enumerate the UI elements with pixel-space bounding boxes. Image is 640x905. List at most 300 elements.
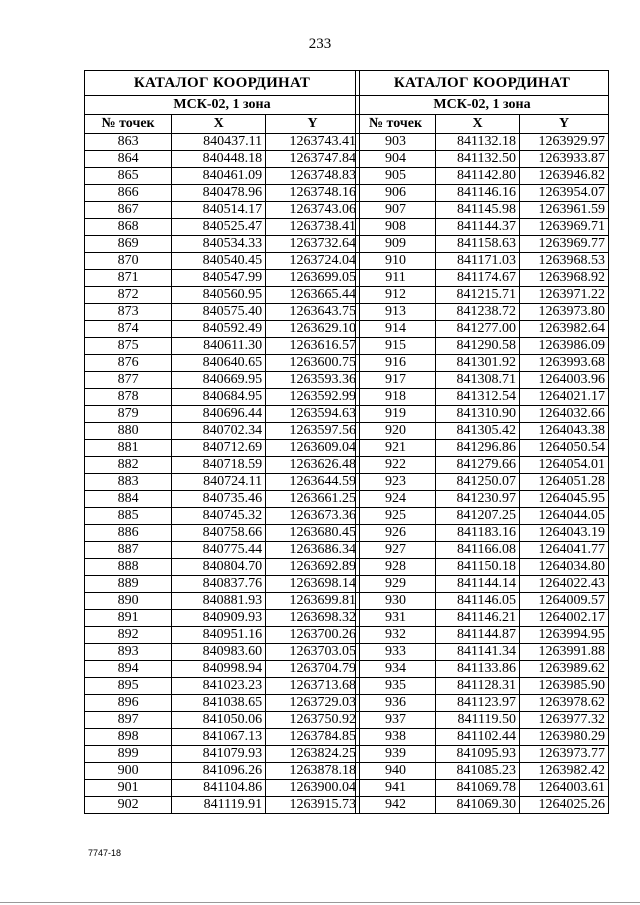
x-coordinate-cell: 841132.50 xyxy=(436,151,520,168)
x-coordinate-cell: 840534.33 xyxy=(172,236,266,253)
table-row xyxy=(356,797,609,814)
table-row xyxy=(85,440,360,457)
table-row xyxy=(85,236,360,253)
table-row xyxy=(85,661,360,678)
table-row xyxy=(356,576,609,593)
point-number-cell: 870 xyxy=(85,253,172,270)
y-coordinate-cell: 1264022.43 xyxy=(520,576,609,593)
point-number-cell: 877 xyxy=(85,372,172,389)
catalog-title: КАТАЛОГ КООРДИНАТ xyxy=(85,71,360,96)
table-row xyxy=(85,168,360,185)
point-number-cell: 908 xyxy=(356,219,436,236)
y-coordinate-cell: 1264021.17 xyxy=(520,389,609,406)
x-coordinate-cell: 841142.80 xyxy=(436,168,520,185)
y-coordinate-cell: 1263929.97 xyxy=(520,134,609,151)
point-number-cell: 901 xyxy=(85,780,172,797)
point-number-cell: 886 xyxy=(85,525,172,542)
y-coordinate-cell: 1263994.95 xyxy=(520,627,609,644)
x-coordinate-cell: 841308.71 xyxy=(436,372,520,389)
point-number-cell: 905 xyxy=(356,168,436,185)
y-coordinate-cell: 1264002.17 xyxy=(520,610,609,627)
point-number-cell: 922 xyxy=(356,457,436,474)
x-coordinate-cell: 840684.95 xyxy=(172,389,266,406)
point-number-cell: 930 xyxy=(356,593,436,610)
table-row xyxy=(85,610,360,627)
x-coordinate-cell: 841183.16 xyxy=(436,525,520,542)
y-coordinate-cell: 1263978.62 xyxy=(520,695,609,712)
point-number-cell: 903 xyxy=(356,134,436,151)
bottom-divider xyxy=(0,902,640,903)
x-coordinate-cell: 841215.71 xyxy=(436,287,520,304)
column-header-point: № точек xyxy=(85,115,172,134)
y-coordinate-cell: 1263616.57 xyxy=(266,338,360,355)
point-number-cell: 897 xyxy=(85,712,172,729)
x-coordinate-cell: 841301.92 xyxy=(436,355,520,372)
x-coordinate-cell: 841104.86 xyxy=(172,780,266,797)
table-row xyxy=(356,338,609,355)
x-coordinate-cell: 840745.32 xyxy=(172,508,266,525)
table-row xyxy=(356,508,609,525)
point-number-cell: 874 xyxy=(85,321,172,338)
y-coordinate-cell: 1263915.73 xyxy=(266,797,360,814)
x-coordinate-cell: 840514.17 xyxy=(172,202,266,219)
y-coordinate-cell: 1263969.71 xyxy=(520,219,609,236)
table-row xyxy=(356,746,609,763)
table-row xyxy=(356,457,609,474)
point-number-cell: 912 xyxy=(356,287,436,304)
x-coordinate-cell: 841102.44 xyxy=(436,729,520,746)
table-row xyxy=(356,474,609,491)
y-coordinate-cell: 1264003.96 xyxy=(520,372,609,389)
y-coordinate-cell: 1264032.66 xyxy=(520,406,609,423)
point-number-cell: 940 xyxy=(356,763,436,780)
x-coordinate-cell: 841096.26 xyxy=(172,763,266,780)
y-coordinate-cell: 1263977.32 xyxy=(520,712,609,729)
table-row xyxy=(85,321,360,338)
x-coordinate-cell: 840983.60 xyxy=(172,644,266,661)
table-row xyxy=(356,491,609,508)
table-row xyxy=(85,729,360,746)
point-number-cell: 894 xyxy=(85,661,172,678)
point-number-cell: 878 xyxy=(85,389,172,406)
y-coordinate-cell: 1263661.25 xyxy=(266,491,360,508)
point-number-cell: 937 xyxy=(356,712,436,729)
point-number-cell: 933 xyxy=(356,644,436,661)
point-number-cell: 927 xyxy=(356,542,436,559)
table-row xyxy=(356,151,609,168)
y-coordinate-cell: 1264054.01 xyxy=(520,457,609,474)
point-number-cell: 893 xyxy=(85,644,172,661)
table-row xyxy=(356,525,609,542)
point-number-cell: 887 xyxy=(85,542,172,559)
point-number-cell: 885 xyxy=(85,508,172,525)
x-coordinate-cell: 841207.25 xyxy=(436,508,520,525)
y-coordinate-cell: 1264051.28 xyxy=(520,474,609,491)
y-coordinate-cell: 1263626.48 xyxy=(266,457,360,474)
x-coordinate-cell: 841146.16 xyxy=(436,185,520,202)
point-number-cell: 924 xyxy=(356,491,436,508)
x-coordinate-cell: 841174.67 xyxy=(436,270,520,287)
y-coordinate-cell: 1263698.14 xyxy=(266,576,360,593)
x-coordinate-cell: 841146.05 xyxy=(436,593,520,610)
table-row xyxy=(356,627,609,644)
point-number-cell: 876 xyxy=(85,355,172,372)
x-coordinate-cell: 840611.30 xyxy=(172,338,266,355)
x-coordinate-cell: 841230.97 xyxy=(436,491,520,508)
point-number-cell: 864 xyxy=(85,151,172,168)
y-coordinate-cell: 1263993.68 xyxy=(520,355,609,372)
x-coordinate-cell: 841144.87 xyxy=(436,627,520,644)
x-coordinate-cell: 841144.14 xyxy=(436,576,520,593)
table-row xyxy=(85,542,360,559)
y-coordinate-cell: 1263592.99 xyxy=(266,389,360,406)
y-coordinate-cell: 1263593.36 xyxy=(266,372,360,389)
table-row xyxy=(85,644,360,661)
table-row xyxy=(85,797,360,814)
y-coordinate-cell: 1264041.77 xyxy=(520,542,609,559)
y-coordinate-cell: 1263973.80 xyxy=(520,304,609,321)
y-coordinate-cell: 1263968.92 xyxy=(520,270,609,287)
catalog-body-right xyxy=(356,134,609,814)
point-number-cell: 900 xyxy=(85,763,172,780)
x-coordinate-cell: 841069.78 xyxy=(436,780,520,797)
table-row xyxy=(356,729,609,746)
document-code: 7747-18 xyxy=(88,848,122,858)
table-row xyxy=(356,423,609,440)
y-coordinate-cell: 1263724.04 xyxy=(266,253,360,270)
y-coordinate-cell: 1263680.45 xyxy=(266,525,360,542)
x-coordinate-cell: 841279.66 xyxy=(436,457,520,474)
point-number-cell: 890 xyxy=(85,593,172,610)
x-coordinate-cell: 841250.07 xyxy=(436,474,520,491)
table-row xyxy=(85,780,360,797)
point-number-cell: 902 xyxy=(85,797,172,814)
x-coordinate-cell: 841132.18 xyxy=(436,134,520,151)
x-coordinate-cell: 841277.00 xyxy=(436,321,520,338)
x-coordinate-cell: 840702.34 xyxy=(172,423,266,440)
table-row xyxy=(356,236,609,253)
point-number-cell: 873 xyxy=(85,304,172,321)
point-number-cell: 909 xyxy=(356,236,436,253)
point-number-cell: 872 xyxy=(85,287,172,304)
point-number-cell: 904 xyxy=(356,151,436,168)
table-row xyxy=(85,219,360,236)
table-row xyxy=(85,712,360,729)
column-header-point: № точек xyxy=(356,115,436,134)
point-number-cell: 923 xyxy=(356,474,436,491)
point-number-cell: 936 xyxy=(356,695,436,712)
y-coordinate-cell: 1263961.59 xyxy=(520,202,609,219)
table-row xyxy=(356,270,609,287)
table-row xyxy=(356,287,609,304)
table-row xyxy=(356,440,609,457)
y-coordinate-cell: 1263743.41 xyxy=(266,134,360,151)
table-row xyxy=(85,253,360,270)
x-coordinate-cell: 840718.59 xyxy=(172,457,266,474)
y-coordinate-cell: 1263985.90 xyxy=(520,678,609,695)
catalog-zone: МСК-02, 1 зона xyxy=(85,96,360,115)
column-header-y: Y xyxy=(266,115,360,134)
column-header-x: X xyxy=(172,115,266,134)
point-number-cell: 938 xyxy=(356,729,436,746)
table-row xyxy=(85,525,360,542)
table-row xyxy=(356,695,609,712)
y-coordinate-cell: 1263946.82 xyxy=(520,168,609,185)
y-coordinate-cell: 1263732.64 xyxy=(266,236,360,253)
x-coordinate-cell: 841290.58 xyxy=(436,338,520,355)
table-row xyxy=(85,406,360,423)
point-number-cell: 919 xyxy=(356,406,436,423)
x-coordinate-cell: 841085.23 xyxy=(436,763,520,780)
table-row xyxy=(85,491,360,508)
x-coordinate-cell: 840735.46 xyxy=(172,491,266,508)
y-coordinate-cell: 1263991.88 xyxy=(520,644,609,661)
x-coordinate-cell: 840592.49 xyxy=(172,321,266,338)
point-number-cell: 867 xyxy=(85,202,172,219)
x-coordinate-cell: 840525.47 xyxy=(172,219,266,236)
table-row xyxy=(356,644,609,661)
y-coordinate-cell: 1263699.81 xyxy=(266,593,360,610)
table-row xyxy=(85,423,360,440)
x-coordinate-cell: 841310.90 xyxy=(436,406,520,423)
table-row xyxy=(85,576,360,593)
y-coordinate-cell: 1264009.57 xyxy=(520,593,609,610)
point-number-cell: 915 xyxy=(356,338,436,355)
point-number-cell: 895 xyxy=(85,678,172,695)
point-number-cell: 892 xyxy=(85,627,172,644)
x-coordinate-cell: 841023.23 xyxy=(172,678,266,695)
point-number-cell: 880 xyxy=(85,423,172,440)
y-coordinate-cell: 1264025.26 xyxy=(520,797,609,814)
y-coordinate-cell: 1264043.38 xyxy=(520,423,609,440)
y-coordinate-cell: 1263644.59 xyxy=(266,474,360,491)
point-number-cell: 863 xyxy=(85,134,172,151)
y-coordinate-cell: 1264034.80 xyxy=(520,559,609,576)
table-row xyxy=(85,678,360,695)
point-number-cell: 891 xyxy=(85,610,172,627)
x-coordinate-cell: 841123.97 xyxy=(436,695,520,712)
y-coordinate-cell: 1263600.75 xyxy=(266,355,360,372)
x-coordinate-cell: 841079.93 xyxy=(172,746,266,763)
table-row xyxy=(85,185,360,202)
table-row xyxy=(85,746,360,763)
table-row xyxy=(356,355,609,372)
x-coordinate-cell: 840437.11 xyxy=(172,134,266,151)
y-coordinate-cell: 1263629.10 xyxy=(266,321,360,338)
table-row xyxy=(356,661,609,678)
point-number-cell: 918 xyxy=(356,389,436,406)
table-row xyxy=(85,304,360,321)
table-row xyxy=(356,610,609,627)
table-row xyxy=(85,695,360,712)
table-row xyxy=(356,253,609,270)
table-row xyxy=(85,134,360,151)
point-number-cell: 868 xyxy=(85,219,172,236)
table-row xyxy=(356,389,609,406)
y-coordinate-cell: 1263973.77 xyxy=(520,746,609,763)
y-coordinate-cell: 1263686.34 xyxy=(266,542,360,559)
table-row xyxy=(356,185,609,202)
point-number-cell: 926 xyxy=(356,525,436,542)
x-coordinate-cell: 841119.50 xyxy=(436,712,520,729)
catalog-zone: МСК-02, 1 зона xyxy=(356,96,609,115)
x-coordinate-cell: 840575.40 xyxy=(172,304,266,321)
table-row xyxy=(356,712,609,729)
y-coordinate-cell: 1263643.75 xyxy=(266,304,360,321)
table-row xyxy=(356,780,609,797)
x-coordinate-cell: 841038.65 xyxy=(172,695,266,712)
table-row xyxy=(356,593,609,610)
table-row xyxy=(85,151,360,168)
y-coordinate-cell: 1263982.42 xyxy=(520,763,609,780)
point-number-cell: 871 xyxy=(85,270,172,287)
table-row xyxy=(356,321,609,338)
x-coordinate-cell: 840547.99 xyxy=(172,270,266,287)
page-number: 233 xyxy=(308,36,332,52)
y-coordinate-cell: 1263968.53 xyxy=(520,253,609,270)
y-coordinate-cell: 1264050.54 xyxy=(520,440,609,457)
x-coordinate-cell: 841150.18 xyxy=(436,559,520,576)
y-coordinate-cell: 1263982.64 xyxy=(520,321,609,338)
x-coordinate-cell: 841238.72 xyxy=(436,304,520,321)
x-coordinate-cell: 840724.11 xyxy=(172,474,266,491)
point-number-cell: 931 xyxy=(356,610,436,627)
x-coordinate-cell: 840461.09 xyxy=(172,168,266,185)
x-coordinate-cell: 841312.54 xyxy=(436,389,520,406)
y-coordinate-cell: 1263700.26 xyxy=(266,627,360,644)
x-coordinate-cell: 840998.94 xyxy=(172,661,266,678)
y-coordinate-cell: 1263933.87 xyxy=(520,151,609,168)
table-row xyxy=(85,287,360,304)
point-number-cell: 939 xyxy=(356,746,436,763)
point-number-cell: 896 xyxy=(85,695,172,712)
x-coordinate-cell: 840804.70 xyxy=(172,559,266,576)
x-coordinate-cell: 841146.21 xyxy=(436,610,520,627)
point-number-cell: 934 xyxy=(356,661,436,678)
x-coordinate-cell: 840669.95 xyxy=(172,372,266,389)
y-coordinate-cell: 1263971.22 xyxy=(520,287,609,304)
x-coordinate-cell: 840881.93 xyxy=(172,593,266,610)
table-row xyxy=(356,219,609,236)
y-coordinate-cell: 1263954.07 xyxy=(520,185,609,202)
x-coordinate-cell: 840540.45 xyxy=(172,253,266,270)
table-row xyxy=(85,202,360,219)
point-number-cell: 875 xyxy=(85,338,172,355)
point-number-cell: 899 xyxy=(85,746,172,763)
point-number-cell: 884 xyxy=(85,491,172,508)
x-coordinate-cell: 841128.31 xyxy=(436,678,520,695)
catalog-title: КАТАЛОГ КООРДИНАТ xyxy=(356,71,609,96)
x-coordinate-cell: 840640.65 xyxy=(172,355,266,372)
table-row xyxy=(85,389,360,406)
table-row xyxy=(85,372,360,389)
x-coordinate-cell: 841050.06 xyxy=(172,712,266,729)
x-coordinate-cell: 841069.30 xyxy=(436,797,520,814)
table-row xyxy=(85,270,360,287)
table-row xyxy=(85,559,360,576)
x-coordinate-cell: 841166.08 xyxy=(436,542,520,559)
y-coordinate-cell: 1263750.92 xyxy=(266,712,360,729)
table-row xyxy=(85,457,360,474)
y-coordinate-cell: 1263713.68 xyxy=(266,678,360,695)
y-coordinate-cell: 1263665.44 xyxy=(266,287,360,304)
point-number-cell: 920 xyxy=(356,423,436,440)
column-header-x: X xyxy=(436,115,520,134)
table-row xyxy=(356,372,609,389)
point-number-cell: 932 xyxy=(356,627,436,644)
table-row xyxy=(356,168,609,185)
point-number-cell: 928 xyxy=(356,559,436,576)
point-number-cell: 941 xyxy=(356,780,436,797)
point-number-cell: 913 xyxy=(356,304,436,321)
table-row xyxy=(356,304,609,321)
point-number-cell: 883 xyxy=(85,474,172,491)
y-coordinate-cell: 1263699.05 xyxy=(266,270,360,287)
y-coordinate-cell: 1263986.09 xyxy=(520,338,609,355)
point-number-cell: 889 xyxy=(85,576,172,593)
table-row xyxy=(356,678,609,695)
y-coordinate-cell: 1263698.32 xyxy=(266,610,360,627)
y-coordinate-cell: 1264003.61 xyxy=(520,780,609,797)
point-number-cell: 865 xyxy=(85,168,172,185)
coordinate-catalog-right xyxy=(355,70,609,814)
table-row xyxy=(85,763,360,780)
x-coordinate-cell: 840837.76 xyxy=(172,576,266,593)
point-number-cell: 906 xyxy=(356,185,436,202)
table-row xyxy=(85,474,360,491)
point-number-cell: 882 xyxy=(85,457,172,474)
point-number-cell: 888 xyxy=(85,559,172,576)
point-number-cell: 925 xyxy=(356,508,436,525)
x-coordinate-cell: 840560.95 xyxy=(172,287,266,304)
x-coordinate-cell: 840909.93 xyxy=(172,610,266,627)
point-number-cell: 869 xyxy=(85,236,172,253)
x-coordinate-cell: 841296.86 xyxy=(436,440,520,457)
catalog-body-left xyxy=(85,134,360,814)
x-coordinate-cell: 841095.93 xyxy=(436,746,520,763)
x-coordinate-cell: 840775.44 xyxy=(172,542,266,559)
x-coordinate-cell: 841145.98 xyxy=(436,202,520,219)
table-row xyxy=(356,202,609,219)
y-coordinate-cell: 1263900.04 xyxy=(266,780,360,797)
table-row xyxy=(356,542,609,559)
table-row xyxy=(356,559,609,576)
y-coordinate-cell: 1263989.62 xyxy=(520,661,609,678)
x-coordinate-cell: 840448.18 xyxy=(172,151,266,168)
x-coordinate-cell: 841133.86 xyxy=(436,661,520,678)
table-row xyxy=(85,338,360,355)
y-coordinate-cell: 1263597.56 xyxy=(266,423,360,440)
y-coordinate-cell: 1263738.41 xyxy=(266,219,360,236)
x-coordinate-cell: 841067.13 xyxy=(172,729,266,746)
x-coordinate-cell: 840696.44 xyxy=(172,406,266,423)
column-header-y: Y xyxy=(520,115,609,134)
y-coordinate-cell: 1263673.36 xyxy=(266,508,360,525)
point-number-cell: 914 xyxy=(356,321,436,338)
table-row xyxy=(356,763,609,780)
point-number-cell: 929 xyxy=(356,576,436,593)
y-coordinate-cell: 1263824.25 xyxy=(266,746,360,763)
point-number-cell: 881 xyxy=(85,440,172,457)
point-number-cell: 917 xyxy=(356,372,436,389)
point-number-cell: 942 xyxy=(356,797,436,814)
y-coordinate-cell: 1264043.19 xyxy=(520,525,609,542)
y-coordinate-cell: 1263743.06 xyxy=(266,202,360,219)
coordinate-catalog-left xyxy=(84,70,360,814)
x-coordinate-cell: 840478.96 xyxy=(172,185,266,202)
x-coordinate-cell: 840758.66 xyxy=(172,525,266,542)
x-coordinate-cell: 841305.42 xyxy=(436,423,520,440)
